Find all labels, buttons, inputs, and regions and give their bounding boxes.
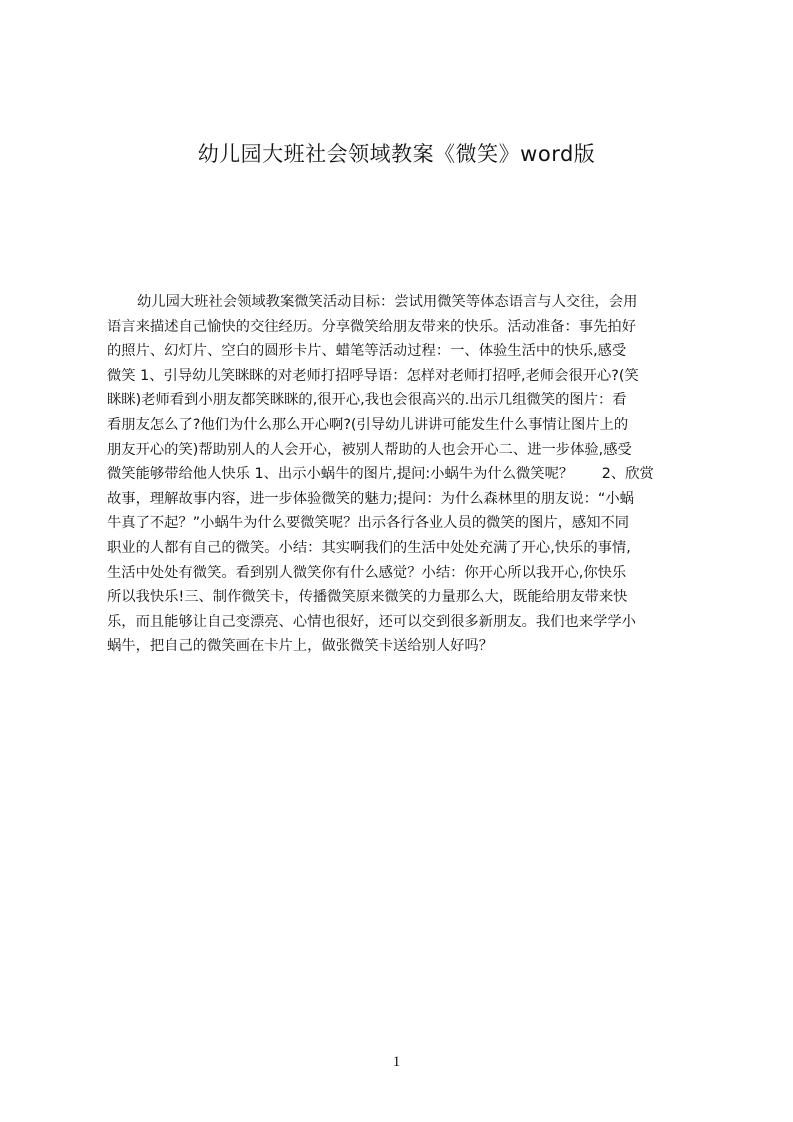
body-line: 朋友开心的笑)帮助别人的人会开心，被别人帮助的人也会开心二、进一步体验,感受 [107,441,632,458]
document-body [107,290,703,659]
body-line: 眯眯)老师看到小朋友都笑眯眯的,很开心,我也会很高兴的.出示几组微笑的图片：看 [107,392,627,409]
body-line: 看朋友怎么了?他们为什么那么开心啊?(引导幼儿讲讲可能发生什么事情让图片上的 [107,416,629,433]
body-line: 所以我快乐!三、制作微笑卡，传播微笑原来微笑的力量那么大，既能给朋友带来快 [107,589,628,606]
document-title: 幼儿园大班社会领域教案《微笑》word版 [197,142,596,166]
body-line: 幼儿园大班社会领域教案微笑活动目标：尝试用微笑等体态语言与人交往，会用 [137,294,638,310]
body-line: 牛真了不起？”小蜗牛为什么要微笑呢？出示各行各业人员的微笑的图片，感知不同 [107,515,630,532]
body-line: 的照片、幻灯片、空白的圆形卡片、蜡笔等活动过程：一、体验生活中的快乐,感受 [107,343,627,360]
body-line: 蜗牛，把自己的微笑画在卡片上，做张微笑卡送给别人好吗？ [107,638,494,655]
body-line: 乐，而且能够让自己变漂亮、心情也很好，还可以交到很多新朋友。我们也来学学小 [107,613,636,630]
body-line: 微笑能够带给他人快乐 1、出示小蜗牛的图片,提问:小蜗牛为什么微笑呢？ 2、欣赏 [107,466,654,483]
body-line: 故事，理解故事内容，进一步体验微笑的魅力;提问：为什么森林里的朋友说：“小蜗 [107,490,634,507]
body-line: 语言来描述自己愉快的交往经历。分享微笑给朋友带来的快乐。活动准备：事先拍好 [107,318,636,335]
body-line: 职业的人都有自己的微笑。小结：其实啊我们的生活中处处充满了开心,快乐的事情, [107,539,631,556]
page-number: 1 [392,1054,401,1070]
body-line: 微笑 1、引导幼儿笑眯眯的对老师打招呼导语：怎样对老师打招呼,老师会很开心?(笑 [107,367,639,384]
body-line: 生活中处处有微笑。看到别人微笑你有什么感觉？小结：你开心所以我开心,你快乐 [107,564,627,581]
